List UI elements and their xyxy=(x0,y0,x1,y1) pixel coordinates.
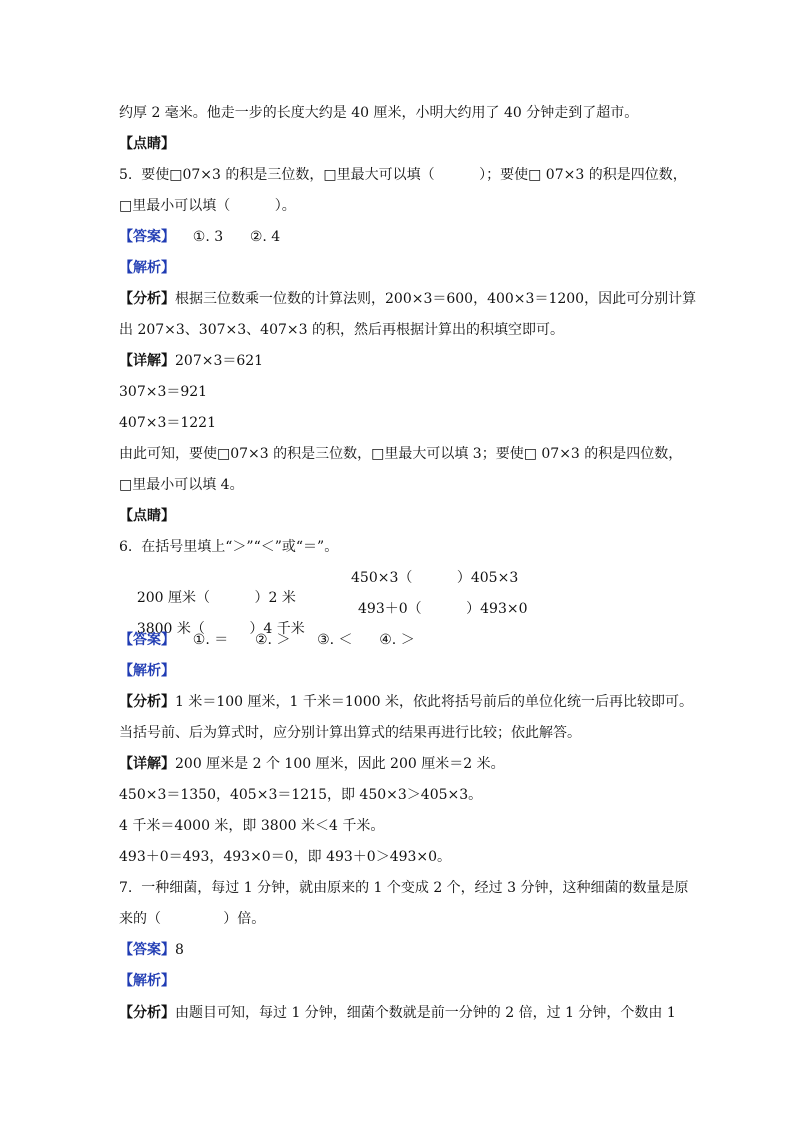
tag-answer: 【答案】 xyxy=(119,229,175,245)
text-line: □里最小可以填（ ）。 xyxy=(119,198,296,214)
detail-row xyxy=(119,351,263,371)
answer-text: 8 xyxy=(175,942,184,958)
answer-text: ①. ＝ ②. ＞ ③. ＜ ④. ＞ xyxy=(175,632,415,648)
tag-analysis: 【解析】 xyxy=(119,260,175,276)
detail-row xyxy=(119,754,505,774)
analysis-text: 根据三位数乘一位数的计算法则，200×3＝600，400×3＝1200，因此可分别计算 xyxy=(175,291,697,307)
detail-text: 207×3＝621 xyxy=(175,353,264,369)
analysis-row xyxy=(119,692,693,712)
tag-fenxi: 【分析】 xyxy=(119,1005,175,1021)
tag-answer: 【答案】 xyxy=(119,632,175,648)
text-line: 493＋0＝493，493×0＝0，即 493＋0＞493×0。 xyxy=(119,849,452,865)
compare-left: 200 厘米（ ）2 米 xyxy=(136,590,296,606)
answer-row xyxy=(119,227,280,247)
analysis-text: 1 米＝100 厘米，1 千米＝1000 米，依此将括号前后的单位化统一后再比较即可。 xyxy=(175,694,693,710)
compare-row-2 xyxy=(119,599,528,637)
compare-right: 493＋0（ ）493×0 xyxy=(358,601,528,617)
compare-row-1 xyxy=(119,568,519,606)
question-7: 7. 一种细菌，每过 1 分钟，就由原来的 1 个变成 2 个，经过 3 分钟，这种细菌的数量是原 xyxy=(119,880,689,896)
text-line: 出 207×3、307×3、407×3 的积，然后再根据计算出的积填空即可。 xyxy=(119,322,564,338)
analysis-row xyxy=(119,1003,676,1023)
tag-fenxi: 【分析】 xyxy=(119,694,175,710)
answer-text: ①. 3 ②. 4 xyxy=(175,229,281,245)
compare-left: 3800 米（ ）4 千米 xyxy=(136,621,305,637)
compare-right: 450×3（ ）405×3 xyxy=(351,570,519,586)
text-line: 来的（ ）倍。 xyxy=(119,911,266,927)
tag-dianjing: 【点睛】 xyxy=(119,136,175,152)
answer-row xyxy=(119,940,184,960)
text-line: 4 千米＝4000 米，即 3800 米＜4 千米。 xyxy=(119,818,385,834)
tag-fenxi: 【分析】 xyxy=(119,291,175,307)
analysis-text: 由题目可知，每过 1 分钟，细菌个数就是前一分钟的 2 倍，过 1 分钟，个数由 1 xyxy=(175,1005,676,1021)
text-line: 307×3＝921 xyxy=(119,384,208,400)
tag-analysis: 【解析】 xyxy=(119,973,175,989)
tag-analysis: 【解析】 xyxy=(119,663,175,679)
answer-row xyxy=(119,630,415,650)
tag-xiangjie: 【详解】 xyxy=(119,756,175,772)
question-6: 6. 在括号里填上“＞”“＜”或“＝”。 xyxy=(119,539,339,555)
detail-text: 200 厘米是 2 个 100 厘米，因此 200 厘米＝2 米。 xyxy=(175,756,505,772)
tag-answer: 【答案】 xyxy=(119,942,175,958)
tag-dianjing: 【点睛】 xyxy=(119,508,175,524)
text-line: 当括号前、后为算式时，应分别计算出算式的结果再进行比较；依此解答。 xyxy=(119,725,581,741)
text-line: 450×3＝1350，405×3＝1215，即 450×3＞405×3。 xyxy=(119,787,483,803)
text-line: 407×3＝1221 xyxy=(119,415,216,431)
analysis-row xyxy=(119,289,696,309)
question-5: 5. 要使□07×3 的积是三位数，□里最大可以填（ ）；要使□ 07×3 的积是四位数， xyxy=(119,167,687,183)
text-line: □里最小可以填 4。 xyxy=(119,477,244,493)
text-line: 约厚 2 毫米。他走一步的长度大约是 40 厘米，小明大约用了 40 分钟走到了超市。 xyxy=(119,105,639,121)
text-line: 由此可知，要使□07×3 的积是三位数，□里最大可以填 3；要使□ 07×3 的积是四位数， xyxy=(119,446,683,462)
tag-xiangjie: 【详解】 xyxy=(119,353,175,369)
